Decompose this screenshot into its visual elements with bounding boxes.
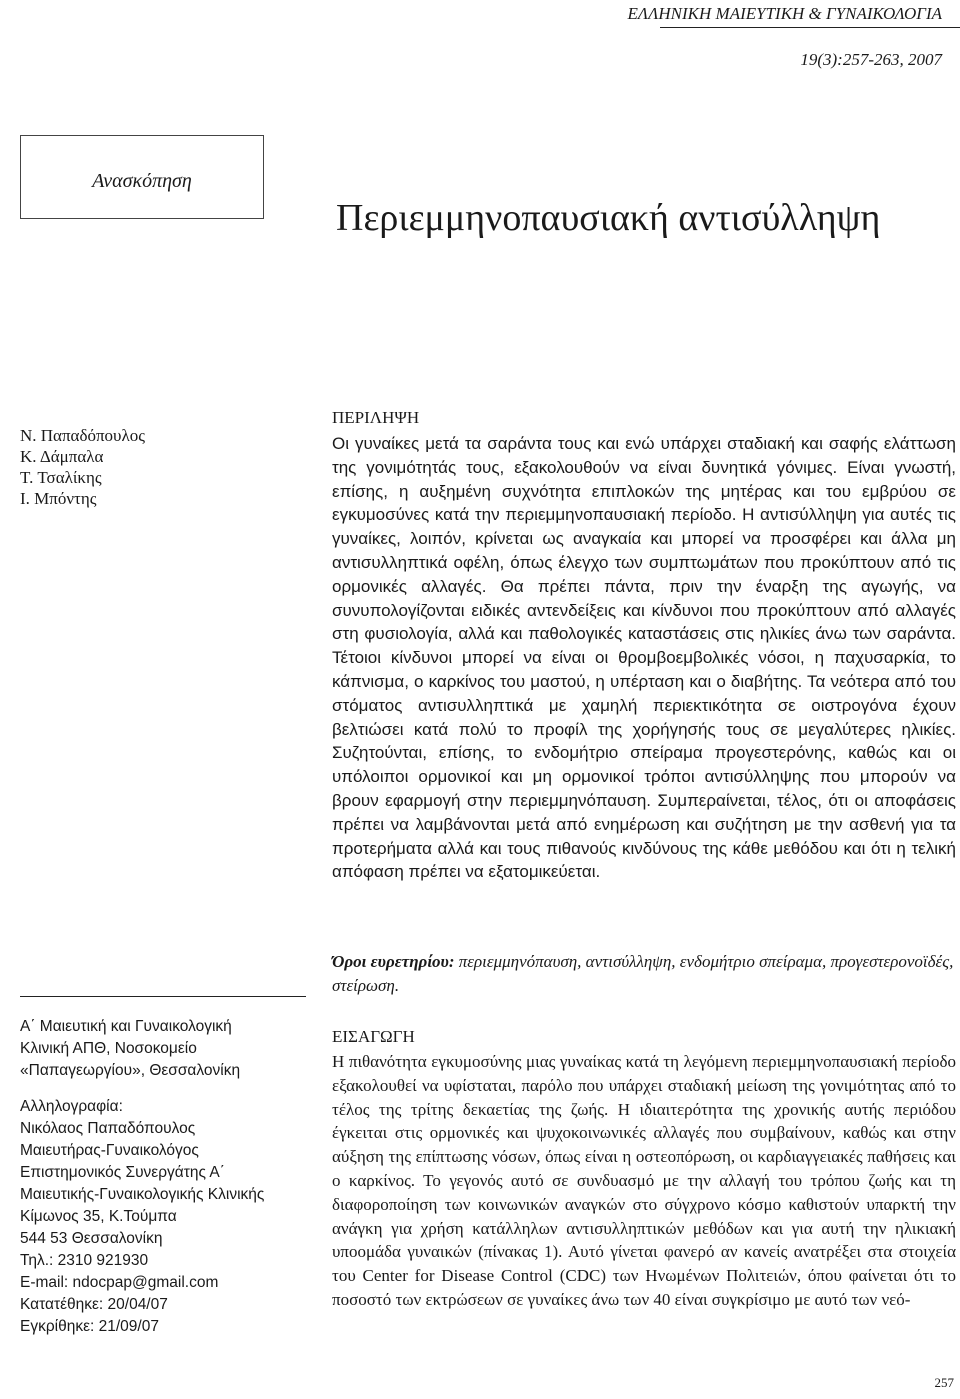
author-list: [20, 425, 145, 509]
affiliation-rule: [20, 996, 306, 997]
submitted-date: Κατατέθηκε: 20/04/07: [20, 1296, 168, 1313]
correspondence-line: Τηλ.: 2310 921930: [20, 1252, 149, 1269]
email-line: E-mail: ndocpap@gmail.com: [20, 1274, 219, 1291]
article-type: Ανασκόπηση: [92, 169, 192, 192]
introduction-text: Η πιθανότητα εγκυμοσύνης μιας γυναίκας κατά τη λεγόμενη περιεμμηνοπαυσιακή περίοδο εξακολουθεί να υφίσταται, παρόλο που υπάρχει σταδιακή μείωση της γονιμότητας από το τέλος της τρίτης δεκαετίας της ζωής. Η ιδιαιτερότητα της χρονικής αυτής περιόδου έγκειται στις ορμονικές και ψυχοκοινωνικές αλλαγές που συμβαίνουν, καθώς και στην αύξηση της επίπτωσης νόσων, όπως είναι η οστεοπόρωση, οι καρδιαγγειακές παθήσεις και ο καρκίνος. Το γεγονός αυτό σε συνδυασμό με την αλλαγή του τρόπου ζωής και τη διαφοροποίηση των κοινωνικών αναγκών στο σύγχρονο κόσμο καθιστούν υπαρκτή την ανάγκη για χρήση κατάλληλων αντισυλληπτικών μεθόδων και για αυτή την ηλικιακή υποομάδα γυναικών (πίνακας 1). Αυτό γίνεται φανερό αν κανείς ανατρέξει στα στοιχεία του Center for Disease Control (CDC) των Ηνωμένων Πολιτειών, όπου φαίνεται ότι το ποσοστό των εκτρώσεων σε γυναίκες άνω των 40 είναι συγκρίσιμο με αυτό των νεό-: [332, 1052, 956, 1309]
clinic-line: Κλινική ΑΠΘ, Νοσοκομείο: [20, 1040, 197, 1057]
article-title: Περιεμμηνοπαυσιακή αντισύλληψη: [336, 197, 881, 239]
header-rule: [660, 27, 960, 28]
correspondence-line: Μαιευτικής-Γυναικολογικής Κλινικής: [20, 1186, 265, 1203]
correspondence-line: 544 53 Θεσσαλονίκη: [20, 1230, 163, 1247]
issue-citation: 19(3):257-263, 2007: [800, 50, 942, 69]
keywords-label: Όροι ευρετηρίου:: [332, 952, 455, 971]
correspondence-line: Επιστημονικός Συνεργάτης Α΄: [20, 1164, 225, 1181]
correspondence-line: Κίμωνος 35, Κ.Τούμπα: [20, 1208, 177, 1225]
correspondence-line: Μαιευτήρας-Γυναικολόγος: [20, 1142, 199, 1159]
author: Κ. Δάμπαλα: [20, 447, 104, 466]
article-type-box: [20, 135, 264, 219]
abstract-text: Οι γυναίκες μετά τα σαράντα τους και ενώ υπάρχει σταδιακή και σαφής ελάττωση της γονιμότητάς τους, εξακολουθούν να είναι δυνητικά γόνιμες. Είναι γνωστή, επίσης, η αυξημένη συχνότητα επιπλοκών της μητέρας και του εμβρύου σε εγκυμοσύνες κατά την περιεμμηνοπαυσιακή περίοδο. Η αντισύλληψη για αυτές τις γυναίκες, λοιπόν, κρίνεται ως αναγκαία και μπορεί να προσφέρει και άλλα μη αντισυλληπτικά οφέλη, όπως έλεγχο των συμπτωμάτων που προκύπτουν από τις ορμονικές αλλαγές. Θα πρέπει πάντα, πριν την έναρξη της αγωγής, να συνυπολογίζονται ειδικές αντενδείξεις και κίνδυνοι που προκύπτουν από αλλαγές στη φυσιολογία, αλλά και παθολογικές καταστάσεις στις ηλικίες άνω των σαράντα. Τέτοιοι κίνδυνοι μπορεί να είναι οι θρομβοεμβολικές νόσοι, η παχυσαρκία, το κάπνισμα, ο καρκίνος του μαστού, η υπέρταση και ο διαβήτης. Τα νεότερα από του στόματος αντισυλληπτικά με χαμηλή περιεκτικότητα σε οιστρογόνα έχουν βελτιώσει κατά πολύ το προφίλ της χορήγησής τους σε μεγαλύτερες ηλικίες. Συζητούνται, επίσης, το ενδομήτριο σπείραμα προγεστερόνης, καθώς και οι υπόλοιποι ορμονικοί και μη ορμονικοί τρόποι αντισύλληψης που μπορούν να βρουν εφαρμογή στην περιεμμηνόπαυση. Συμπεραίνεται, τέλος, ότι οι αποφάσεις πρέπει να λαμβάνονται μετά από ενημέρωση και συζήτηση με την ασθενή για τα προτερήματα αλλά και τους πιθανούς κινδύνους της κάθε μεθόδου και ότι η τελική απόφαση πρέπει να εξατομικεύεται.: [332, 434, 956, 882]
introduction-heading: ΕΙΣΑΓΩΓΗ: [332, 1027, 415, 1046]
page-number: 257: [934, 1375, 954, 1390]
keywords: [332, 950, 956, 998]
author: Ι. Μπόντης: [20, 489, 97, 508]
author: Τ. Τσαλίκης: [20, 468, 102, 487]
abstract-heading: ΠΕΡΙΛΗΨΗ: [332, 408, 420, 427]
keywords-text: περιεμμηνόπαυση, αντισύλληψη, ενδομήτριο σπείραμα, προγεστερονοϊδές, στείρωση.: [332, 952, 954, 995]
correspondence-line: Νικόλαος Παπαδόπουλος: [20, 1120, 196, 1137]
clinic-line: «Παπαγεωργίου», Θεσσαλονίκη: [20, 1062, 241, 1079]
correspondence-line: Αλληλογραφία:: [20, 1098, 123, 1115]
clinic-line: Α΄ Μαιευτική και Γυναικολογική: [20, 1018, 232, 1035]
journal-name: ΕΛΛΗΝΙΚΗ ΜΑΙΕΥΤΙΚΗ & ΓΥΝΑΙΚΟΛΟΓΙΑ: [627, 4, 942, 23]
affiliation-block: [20, 1016, 320, 1338]
author: Ν. Παπαδόπουλος: [20, 426, 145, 445]
accepted-date: Εγκρίθηκε: 21/09/07: [20, 1318, 159, 1335]
